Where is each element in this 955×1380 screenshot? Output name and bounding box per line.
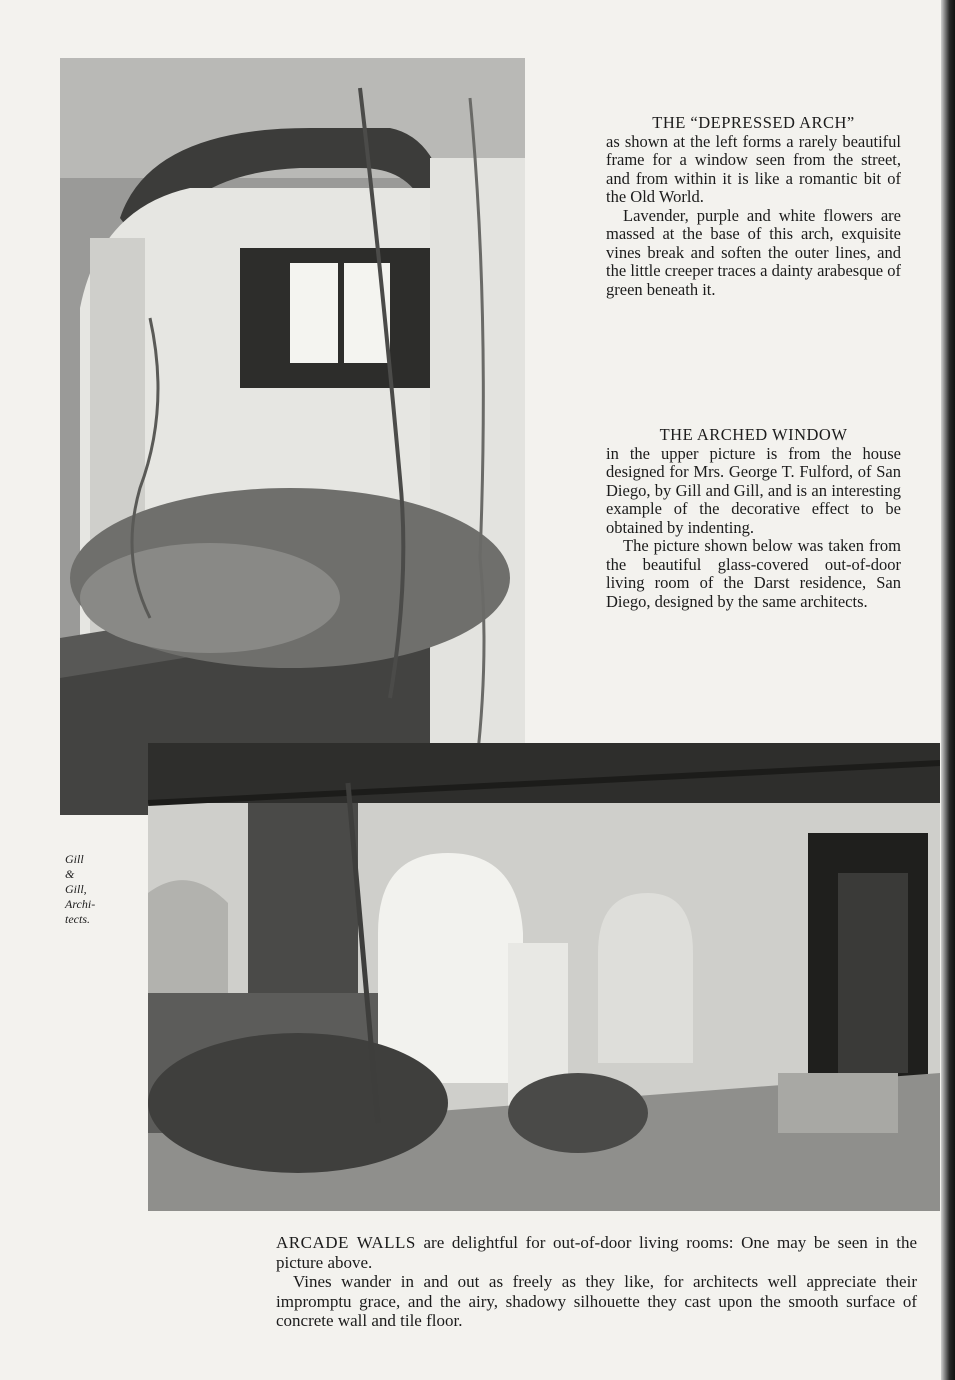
credit-line: tects.	[65, 912, 90, 926]
architect-credit	[65, 852, 95, 927]
arched-window-heading: THE ARCHED WINDOW	[659, 425, 848, 444]
depressed-arch-paragraph-1: as shown at the left forms a rarely beautiful frame for a window seen from the street, and from within it is like a romantic bit of the Old World.	[606, 131, 901, 206]
arcade-walls-heading: ARCADE WALLS	[276, 1233, 416, 1252]
depressed-arch-heading: THE “DEPRESSED ARCH”	[652, 113, 855, 132]
arched-window-caption	[606, 426, 901, 611]
page-binding-edge	[941, 0, 955, 1380]
arcade-walls-caption	[276, 1233, 917, 1331]
arched-window-paragraph-1: in the upper picture is from the house designed for Mrs. George T. Fulford, of San Diego, by Gill and Gill, and is an interesting example of the decorative effect to be obtained by indenting.	[606, 443, 901, 537]
credit-line: &	[65, 867, 75, 881]
credit-line: Archi-	[65, 897, 96, 911]
arcade-walls-paragraph-1	[276, 1233, 917, 1272]
arched-window-paragraph-2: The picture shown below was taken from the beautiful glass-covered out-of-door living room of the Darst residence, San Diego, designed by the same architects.	[606, 536, 901, 611]
credit-line: Gill	[65, 852, 84, 866]
depressed-arch-paragraph-2: Lavender, purple and white flowers are massed at the base of this arch, exquisite vines break and soften the outer lines, and the little creeper traces a dainty arabesque of green beneath it.	[606, 205, 901, 299]
arcade-walls-photo	[148, 743, 940, 1211]
depressed-arch-caption	[606, 114, 901, 299]
arch-window-photo	[60, 58, 525, 815]
credit-line: Gill,	[65, 882, 87, 896]
arcade-walls-paragraph-2: Vines wander in and out as freely as they like, for architects well appreciate their impromptu grace, and the airy, shadowy silhouette they cast upon the smooth surface of concrete wall and tile floor.	[276, 1272, 917, 1330]
arcade-walls-lead-text: are delightful for out-of-door living rooms: One may be seen in the picture above.	[276, 1233, 917, 1272]
